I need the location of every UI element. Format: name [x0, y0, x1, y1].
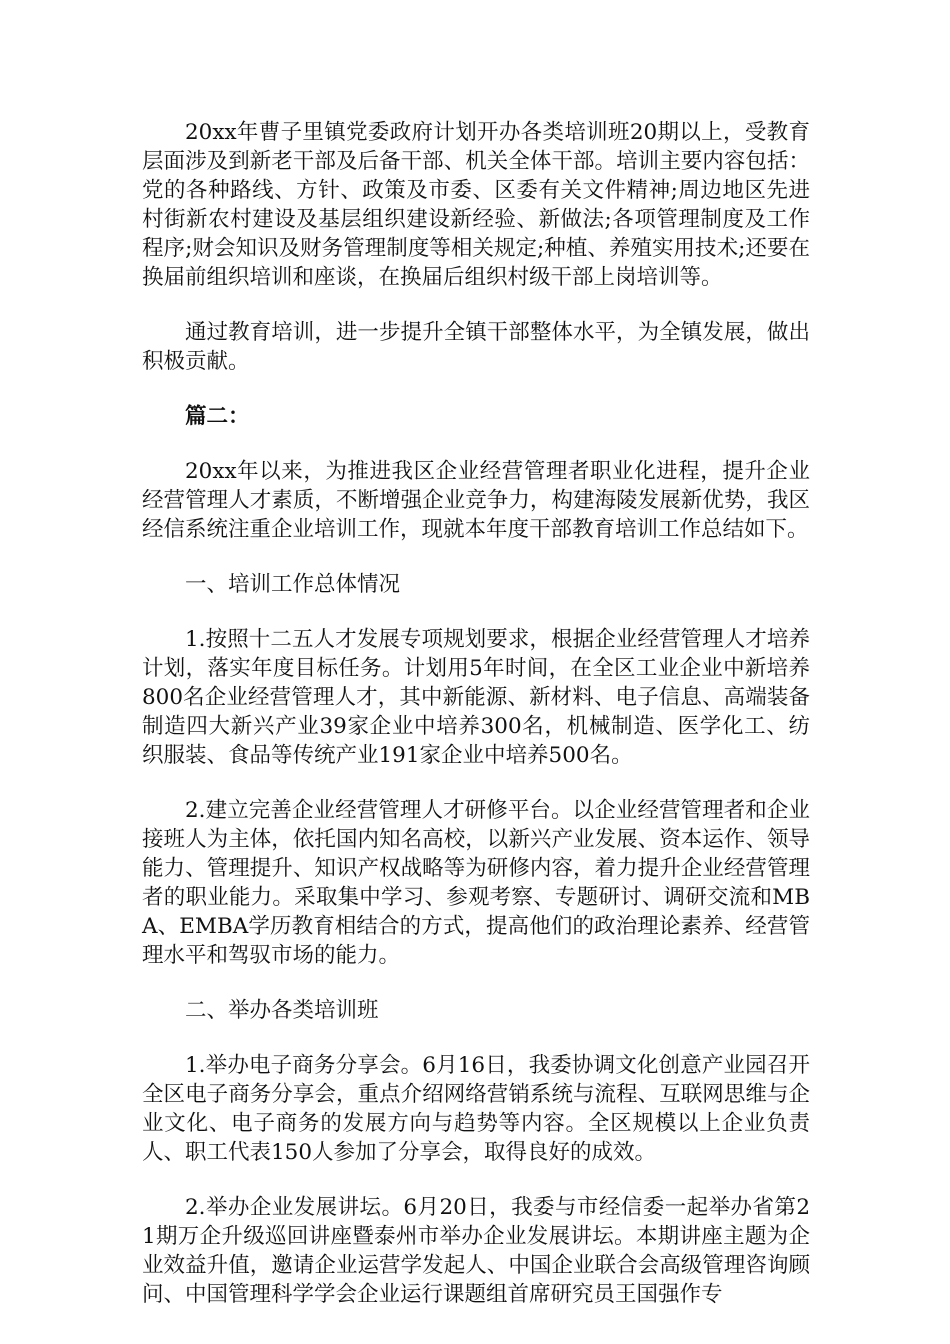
- document-body: [142, 118, 810, 1335]
- paragraph-part-two-intro: 20xx年以来，为推进我区企业经营管理者职业化进程，提升企业经营管理人才素质，不断增强企业竞争力，构建海陵发展新优势，我区经信系统注重企业培训工作，现就本年度干部教育培训工作总结如下。: [142, 459, 810, 542]
- paragraph-development-forum: 2.举办企业发展讲坛。6月20日，我委与市经信委一起举办省第21期万企升级巡回讲座暨泰州市举办企业发展讲坛。本期讲座主题为企业效益升值，邀请企业运营学发起人、中国企业联合会高级管理咨询顾问、中国管理科学学会企业运行课题组首席研究员王国强作专: [142, 1195, 810, 1307]
- section-heading-part-two: 篇二：: [185, 404, 250, 429]
- paragraph-ecommerce-session: 1.举办电子商务分享会。6月16日，我委协调文化创意产业园召开全区电子商务分享会，重点介绍网络营销系统与流程、互联网思维与企业文化、电子商务的发展方向与趋势等内容。全区规模以上企业负责人、职工代表150人参加了分享会，取得良好的成效。: [142, 1053, 810, 1165]
- paragraph-item-1-plan: 1.按照十二五人才发展专项规划要求，根据企业经营管理人才培养计划，落实年度目标任务。计划用5年时间，在全区工业企业中新培养800名企业经营管理人才，其中新能源、新材料、电子信息、高端装备制造四大新兴产业39家企业中培养300名，机械制造、医学化工、纺织服装、食品等传统产业191家企业中培养500名。: [142, 627, 810, 768]
- paragraph-item-2-platform: 2.建立完善企业经营管理人才研修平台。以企业经营管理者和企业接班人为主体，依托国内知名高校，以新兴产业发展、资本运作、领导能力、管理提升、知识产权战略等为研修内容，着力提升企业经营管理者的职业能力。采取集中学习、参观考察、专题研讨、调研交流和MBA、EMBA学历教育相结合的方式，提高他们的政治理论素养、经营管理水平和驾驭市场的能力。: [142, 798, 810, 968]
- paragraph-training-goal: 通过教育培训，进一步提升全镇干部整体水平，为全镇发展，做出积极贡献。: [142, 320, 810, 374]
- heading-training-classes: 二、举办各类培训班: [185, 998, 379, 1023]
- paragraph-intro-plan: 20xx年曹子里镇党委政府计划开办各类培训班20期以上，受教育层面涉及到新老干部及后备干部、机关全体干部。培训主要内容包括：党的各种路线、方针、政策及市委、区委有关文件精神;周边地区先进村街新农村建设及基层组织建设新经验、新做法;各项管理制度及工作程序;财会知识及财务管理制度等相关规定;种植、养殖实用技术;还要在换届前组织培训和座谈，在换届后组织村级干部上岗培训等。: [142, 120, 810, 290]
- heading-overall-situation: 一、培训工作总体情况: [185, 572, 401, 597]
